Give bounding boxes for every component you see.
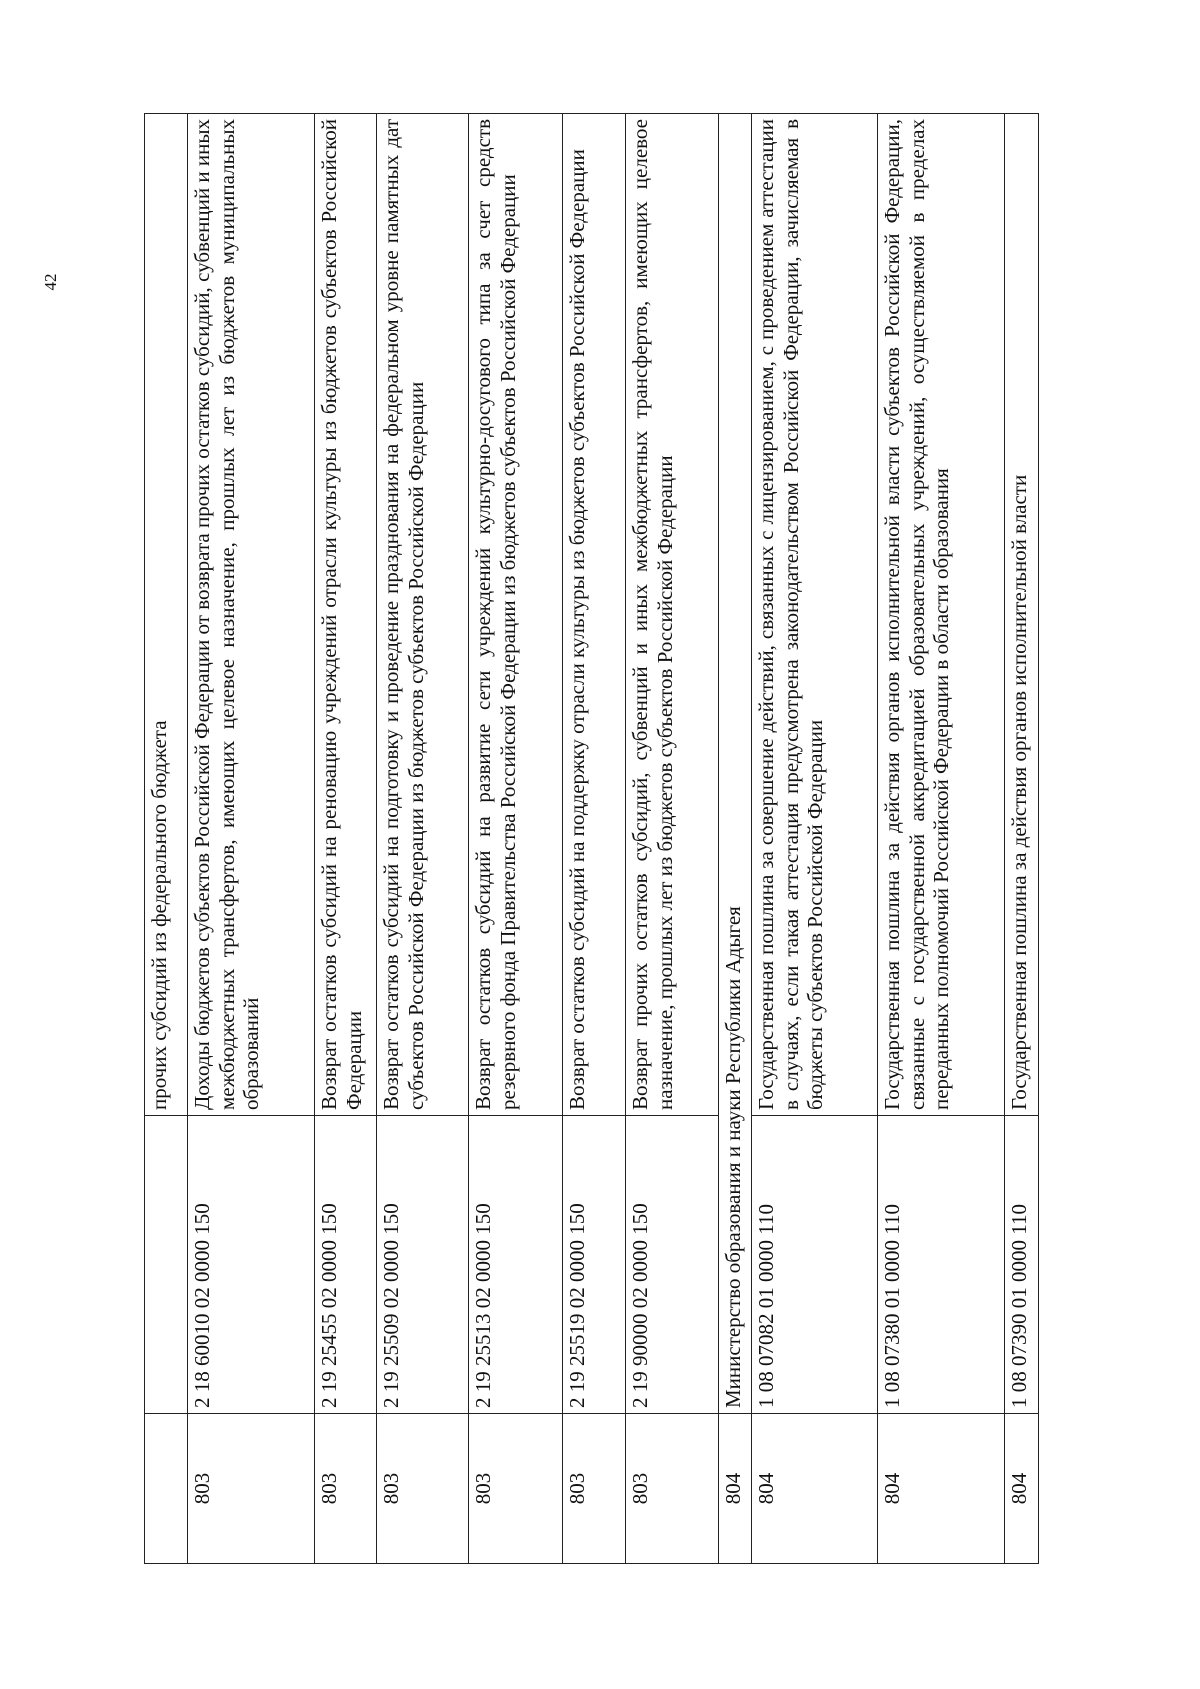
admin-code-cell: 804 <box>878 1414 1005 1564</box>
admin-code-cell: 803 <box>469 1414 563 1564</box>
revenue-codes-table <box>144 113 1039 1564</box>
table-row <box>469 114 563 1564</box>
table-row <box>878 114 1005 1564</box>
admin-code-cell: 804 <box>1005 1414 1039 1564</box>
table-row <box>563 114 626 1564</box>
table-row <box>377 114 469 1564</box>
admin-code-cell: 804 <box>719 1414 752 1564</box>
revenue-name-cell: Возврат остатков субсидий на поддержку отрасли культуры из бюджетов субъектов Российской Федерации <box>563 114 626 1116</box>
revenue-name-cell: Возврат остатков субсидий на реновацию учреждений отрасли культуры из бюджетов субъектов Российской Федерации <box>315 114 377 1116</box>
page-number: 42 <box>41 273 60 291</box>
table-row <box>1005 114 1039 1564</box>
revenue-code-cell: 2 19 25455 02 0000 150 <box>315 1116 377 1414</box>
revenue-code-cell: 2 18 60010 02 0000 150 <box>188 1116 315 1414</box>
revenue-code-cell: 2 19 90000 02 0000 150 <box>626 1116 719 1414</box>
revenue-code-cell: 2 19 25509 02 0000 150 <box>377 1116 469 1414</box>
rotated-page-content <box>144 114 1059 1564</box>
revenue-name-cell: Доходы бюджетов субъектов Российской Федерации от возврата прочих остатков субсидий, субвенций и иных межбюджетных трансфертов, имеющих целевое назначение, прошлых лет из бюджетов муниципальных образований <box>188 114 315 1116</box>
revenue-code-cell: 2 19 25513 02 0000 150 <box>469 1116 563 1414</box>
revenue-name-cell: Возврат остатков субсидий на подготовку и проведение празднования на федеральном уровне памятных дат субъектов Российской Федерации из бюджетов субъектов Российской Федерации <box>377 114 469 1116</box>
admin-code-cell: 803 <box>563 1414 626 1564</box>
admin-code-cell: 803 <box>188 1414 315 1564</box>
table-row <box>188 114 315 1564</box>
revenue-name-cell: Возврат прочих остатков субсидий, субвенций и иных межбюджетных трансфертов, имеющих целевое назначение, прошлых лет из бюджетов субъектов Российской Федерации <box>626 114 719 1116</box>
revenue-name-cell: Возврат остатков субсидий на развитие сети учреждений культурно-досугового типа за счет средств резервного фонда Правительства Российской Федерации из бюджетов субъектов Российской Федерации <box>469 114 563 1116</box>
revenue-name-cell: Государственная пошлина за действия органов исполнительной власти <box>1005 114 1039 1116</box>
table-row <box>752 114 878 1564</box>
revenue-code-cell: 2 19 25519 02 0000 150 <box>563 1116 626 1414</box>
revenue-name-cell: прочих субсидий из федерального бюджета <box>145 114 188 1116</box>
admin-code-cell: 804 <box>752 1414 878 1564</box>
revenue-code-cell: 1 08 07380 01 0000 110 <box>878 1116 1005 1414</box>
admin-code-cell: 803 <box>315 1414 377 1564</box>
revenue-name-cell: Государственная пошлина за совершение действий, связанных с лицензированием, с проведением аттестации в случаях, если такая аттестация предусмотрена законодательством Российской Федерации, зачисляемая в бюджеты субъектов Российской Федерации <box>752 114 878 1116</box>
revenue-code-cell: 1 08 07082 01 0000 110 <box>752 1116 878 1414</box>
table-row <box>145 114 188 1564</box>
table-row <box>626 114 719 1564</box>
revenue-code-cell <box>145 1116 188 1414</box>
section-title-cell: Министерство образования и науки Республики Адыгея <box>719 114 752 1414</box>
admin-code-cell: 803 <box>626 1414 719 1564</box>
section-row <box>719 114 752 1564</box>
revenue-name-cell: Государственная пошлина за действия органов исполнительной власти субъектов Российской Федерации, связанные с государственной аккредитацией образовательных учреждений, осуществляемой в пределах переданных полномочий Российской Федерации в области образования <box>878 114 1005 1116</box>
table-row <box>315 114 377 1564</box>
admin-code-cell <box>145 1414 188 1564</box>
revenue-code-cell: 1 08 07390 01 0000 110 <box>1005 1116 1039 1414</box>
admin-code-cell: 803 <box>377 1414 469 1564</box>
